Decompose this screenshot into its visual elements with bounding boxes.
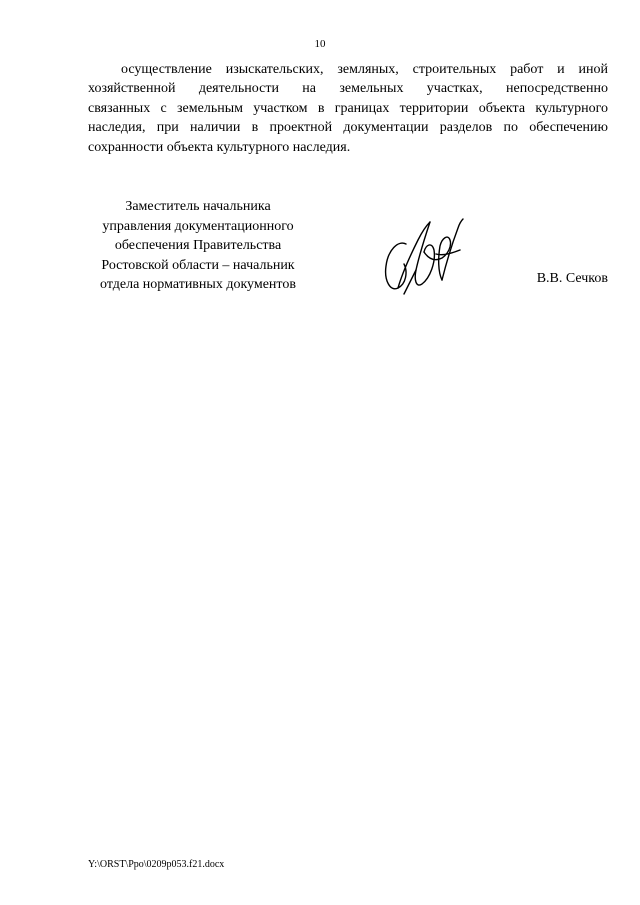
signatory-title bbox=[84, 197, 312, 295]
signatory-title-line: обеспечения Правительства bbox=[114, 238, 282, 253]
signatory-title-line: Ростовской области – начальник bbox=[101, 257, 295, 273]
signer-name: В.В. Сечков bbox=[536, 271, 608, 286]
paragraph-line: связанных с земельным участком в границах территории объекта культурного bbox=[88, 100, 608, 116]
handwritten-signature-icon bbox=[376, 214, 468, 298]
signatory-title-line: Заместитель начальника bbox=[125, 199, 271, 214]
page-number: 10 bbox=[314, 38, 326, 50]
signatory-title-line: отдела нормативных документов bbox=[100, 277, 296, 292]
paragraph-line: наследия, при наличии в проектной документации разделов по обеспечению bbox=[88, 120, 608, 136]
file-path-footer: Y:\ORST\Ppo\0209p053.f21.docx bbox=[88, 859, 225, 870]
paragraph-line: сохранности объекта культурного наследия. bbox=[88, 139, 351, 155]
body-paragraph bbox=[88, 60, 608, 157]
paragraph-line: хозяйственной деятельности на земельных участках, непосредственно bbox=[88, 81, 608, 97]
signatory-title-line: управления документационного bbox=[102, 218, 294, 234]
paragraph-line: осуществление изыскательских, земляных, строительных работ и иной bbox=[121, 62, 608, 77]
